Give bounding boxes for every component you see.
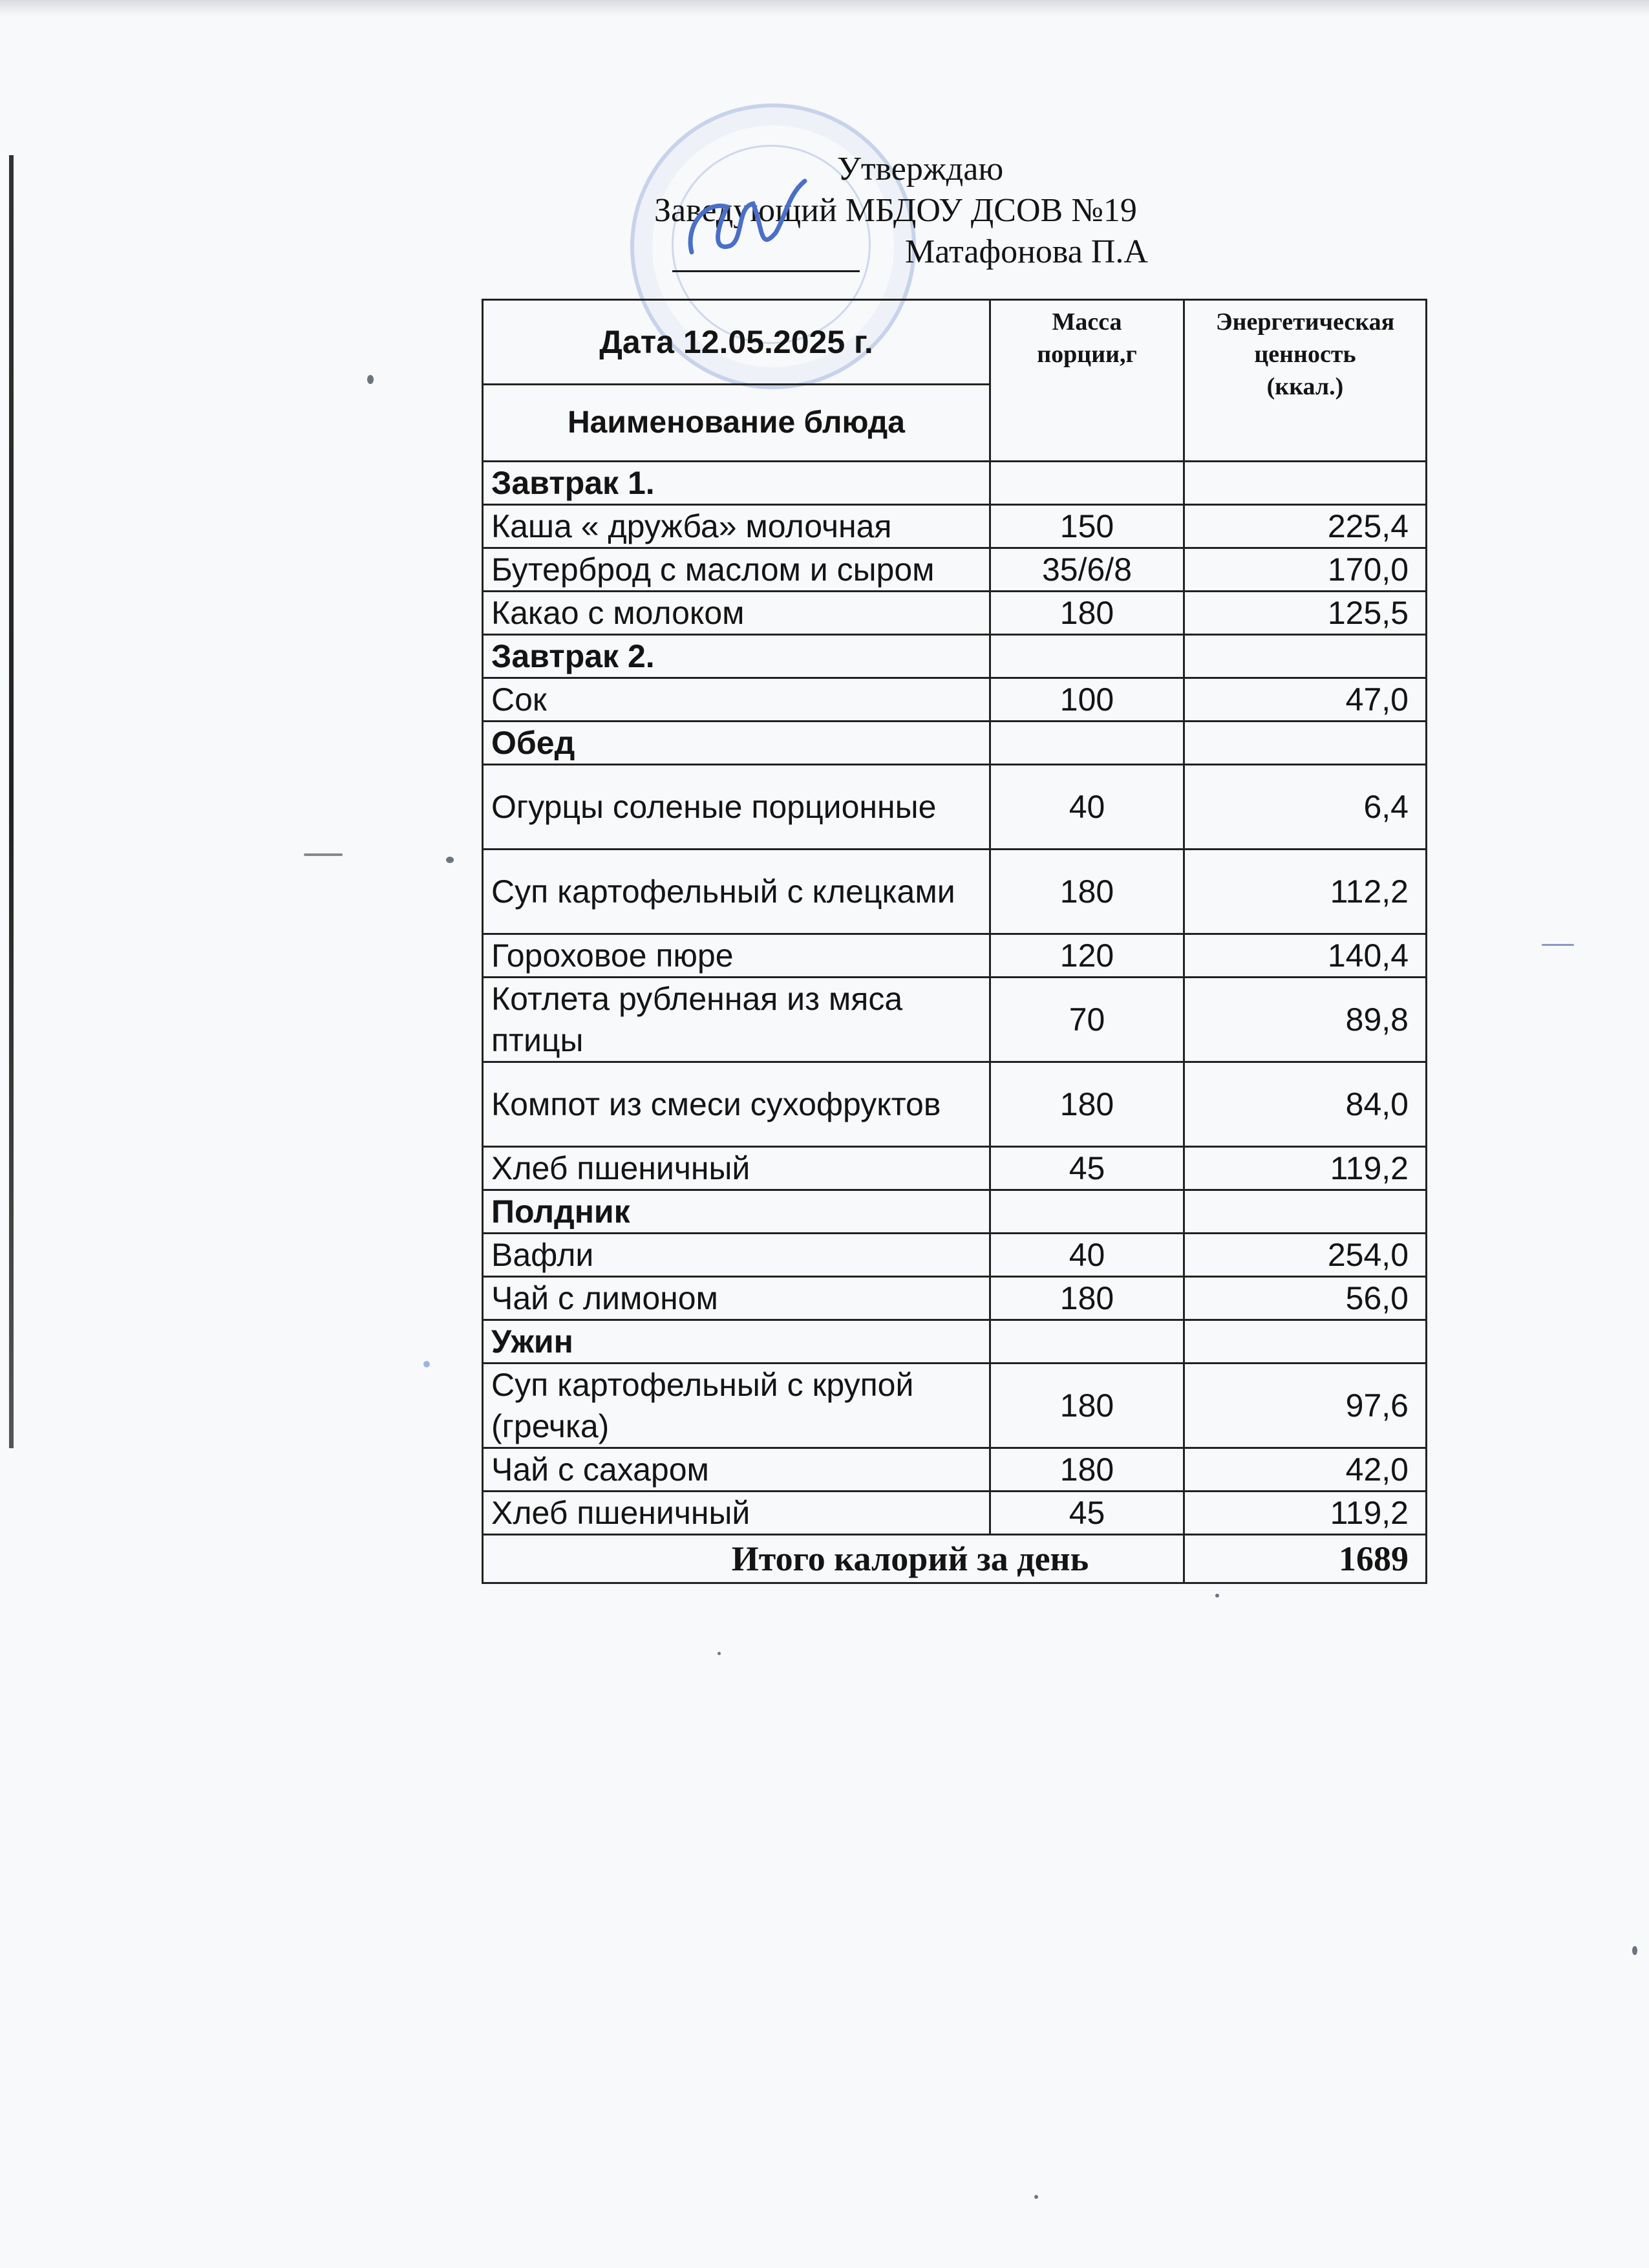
dish-kcal: 6,4 (1184, 765, 1427, 850)
table-row (483, 548, 1427, 592)
dish-name: Каша « дружба» молочная (483, 505, 990, 548)
dish-kcal: 225,4 (1184, 505, 1427, 548)
section-title: Завтрак 1. (483, 462, 990, 505)
dish-mass: 150 (990, 505, 1184, 548)
scan-speck (1542, 944, 1574, 946)
dish-mass: 100 (990, 678, 1184, 722)
approval-name: Матафонова П.А (905, 233, 1148, 270)
dish-name: Какао с молоком (483, 592, 990, 635)
table-row (483, 678, 1427, 722)
dish-name: Хлеб пшеничный (483, 1492, 990, 1535)
scan-edge-top (0, 0, 1649, 16)
total-value: 1689 (1184, 1535, 1427, 1583)
scan-speck (1215, 1594, 1219, 1598)
total-row (483, 1535, 1427, 1583)
scan-speck (1632, 1946, 1637, 1955)
table-row (483, 1492, 1427, 1535)
scan-speck (423, 1361, 430, 1367)
dish-name-header: Наименование блюда (483, 385, 990, 462)
dish-mass: 45 (990, 1492, 1184, 1535)
dish-kcal: 97,6 (1184, 1364, 1427, 1448)
section-row (483, 635, 1427, 678)
table-row (483, 1147, 1427, 1190)
dish-name: Чай с сахаром (483, 1448, 990, 1492)
dish-name: Котлета рубленная из мяса птицы (483, 978, 990, 1062)
handwritten-signature (666, 155, 834, 284)
table-row (483, 850, 1427, 934)
dish-kcal: 119,2 (1184, 1492, 1427, 1535)
dish-name: Суп картофельный с клецками (483, 850, 990, 934)
dish-name: Бутерброд с маслом и сыром (483, 548, 990, 592)
energy-header-line3: (ккал.) (1266, 373, 1344, 400)
section-title: Полдник (483, 1190, 990, 1234)
scan-edge-left (9, 155, 14, 1448)
dish-kcal: 170,0 (1184, 548, 1427, 592)
section-row (483, 1190, 1427, 1234)
table-row (483, 505, 1427, 548)
section-row (483, 722, 1427, 765)
total-label: Итого калорий за день (483, 1535, 1184, 1583)
dish-kcal: 119,2 (1184, 1147, 1427, 1190)
dish-mass: 180 (990, 850, 1184, 934)
section-title: Ужин (483, 1320, 990, 1364)
dish-mass: 70 (990, 978, 1184, 1062)
dish-kcal: 42,0 (1184, 1448, 1427, 1492)
mass-header-line2: порции,г (1037, 341, 1137, 368)
dish-name: Гороховое пюре (483, 934, 990, 978)
section-title: Завтрак 2. (483, 635, 990, 678)
dish-kcal: 56,0 (1184, 1277, 1427, 1320)
dish-name: Сок (483, 678, 990, 722)
dish-mass: 180 (990, 1364, 1184, 1448)
table-row (483, 765, 1427, 850)
table-row (483, 1364, 1427, 1448)
dish-mass: 120 (990, 934, 1184, 978)
dish-name: Компот из смеси сухофруктов (483, 1062, 990, 1147)
scan-speck (718, 1652, 721, 1655)
mass-header (990, 300, 1184, 462)
menu-table (482, 299, 1427, 1584)
table-row (483, 1448, 1427, 1492)
table-row (483, 1062, 1427, 1147)
dish-kcal: 254,0 (1184, 1234, 1427, 1277)
section-row (483, 1320, 1427, 1364)
table-row (483, 1277, 1427, 1320)
dish-mass: 45 (990, 1147, 1184, 1190)
dish-kcal: 89,8 (1184, 978, 1427, 1062)
dish-mass: 180 (990, 592, 1184, 635)
dish-name: Суп картофельный с крупой (гречка) (483, 1364, 990, 1448)
dish-kcal: 112,2 (1184, 850, 1427, 934)
energy-header-line2: ценность (1254, 341, 1356, 368)
dish-kcal: 125,5 (1184, 592, 1427, 635)
dish-name: Чай с лимоном (483, 1277, 990, 1320)
dish-mass: 40 (990, 1234, 1184, 1277)
table-row (483, 1234, 1427, 1277)
scan-speck (446, 857, 454, 863)
dish-mass: 40 (990, 765, 1184, 850)
date-header: Дата 12.05.2025 г. (483, 300, 990, 385)
table-row (483, 978, 1427, 1062)
energy-header (1184, 300, 1427, 462)
scan-speck (304, 853, 343, 856)
section-row (483, 462, 1427, 505)
approval-title: Утверждаю (837, 151, 1004, 187)
section-title: Обед (483, 722, 990, 765)
dish-mass: 180 (990, 1448, 1184, 1492)
scan-speck (1034, 2195, 1038, 2199)
scan-speck (367, 375, 374, 384)
table-row (483, 934, 1427, 978)
dish-mass: 180 (990, 1062, 1184, 1147)
dish-mass: 180 (990, 1277, 1184, 1320)
energy-header-line1: Энергетическая (1215, 308, 1395, 336)
dish-name: Вафли (483, 1234, 990, 1277)
approval-position: Заведующий МБДОУ ДСОВ №19 (654, 192, 1137, 229)
mass-header-line1: Масса (1052, 308, 1122, 336)
dish-kcal: 47,0 (1184, 678, 1427, 722)
dish-kcal: 140,4 (1184, 934, 1427, 978)
dish-name: Огурцы соленые порционные (483, 765, 990, 850)
table-row (483, 592, 1427, 635)
dish-mass: 35/6/8 (990, 548, 1184, 592)
dish-name: Хлеб пшеничный (483, 1147, 990, 1190)
dish-kcal: 84,0 (1184, 1062, 1427, 1147)
